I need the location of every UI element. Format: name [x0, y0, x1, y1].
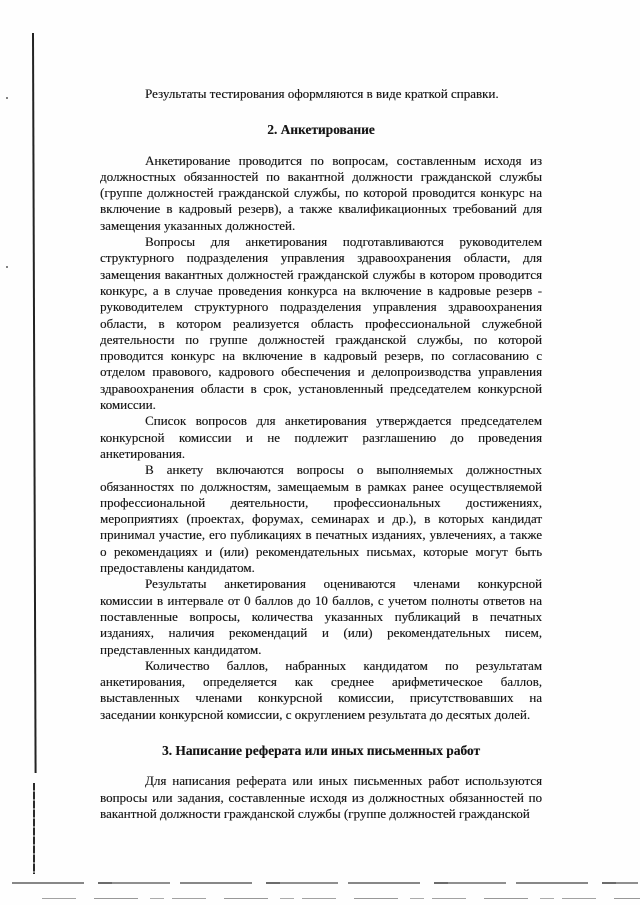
text-line: (группе должностей гражданской службы, по которой проводится конкурс на [100, 185, 542, 201]
text-line: анкетирования. [100, 445, 186, 461]
text-line: В анкету включаются вопросы о выполняемых должностных [145, 462, 542, 478]
text-line: о рекомендациях и (или) рекомендательных письмах, которые могут быть [100, 543, 542, 559]
text-line: мероприятиях (проектах, форумах, семинарах и др.), в которых кандидат [100, 511, 542, 527]
text-line: области, в котором реализуется область профессиональной служебной [100, 315, 542, 331]
text-line: изданиях, наличия рекомендаций и (или) рекомендательных писем, [100, 625, 542, 641]
text-line: выставленных членами конкурсной комиссии, присутствовавших на [100, 690, 542, 706]
text-line: профессиональной деятельности, профессиональных достижениях, [100, 494, 542, 510]
text-line: вопросы или задания, составленные исходя из должностных обязанностей по [100, 789, 542, 805]
scan-edge-line-2 [42, 898, 640, 899]
section-heading-3: 3. Написание реферата или иных письменных работ [161, 742, 481, 758]
text-line: Результаты тестирования оформляются в виде краткой справки. [145, 86, 499, 101]
text-line: комиссии в интервале от 0 баллов до 10 баллов, с учетом полноты ответов на [100, 592, 542, 608]
text-line: конкурс, а в случае проведения конкурса на включение в кадровые резерв - [100, 282, 542, 298]
para-essay-basis [100, 773, 542, 822]
section-heading-2: 2. Анкетирование [267, 122, 375, 138]
text-line: Количество баллов, набранных кандидатом по результатам [145, 657, 542, 673]
text-line: должностных обязанностей по вакантной должности гражданской службы [100, 168, 542, 184]
text-line: проводится конкурс на включение в кадровый резерв, по согласованию с [100, 348, 542, 364]
scan-fold-line-lower [33, 783, 35, 874]
text-line: обязанностях по должностям, замещаемым в рамках ранее осуществляемой [100, 478, 542, 494]
para-question-list-approval [100, 413, 542, 462]
text-line: деятельности по группе должностей гражданской службы, по которой [100, 331, 542, 347]
text-line: Результаты анкетирования оцениваются членами конкурсной [145, 576, 542, 592]
scan-speck [6, 97, 8, 99]
text-line: комиссии. [100, 397, 156, 413]
text-line: представленных кандидатом. [100, 641, 262, 657]
text-line: предоставлены кандидатом. [100, 560, 255, 576]
text-line: анкетирования, определяется как среднее арифметическое баллов, [100, 674, 542, 690]
text-line: включение в кадровый резерв), а также квалификационных требований для [100, 201, 542, 217]
text-line: замещения вакантных должностей гражданской службы в котором проводится [100, 266, 542, 282]
scan-edge-line-1 [12, 882, 638, 884]
para-questionnaire-contents [100, 462, 542, 576]
scan-speck [6, 266, 8, 268]
text-line: отделом правового, кадрового обеспечения и делопроизводства управления [100, 364, 542, 380]
text-line: принимал участие, его публикациях в печатных изданиях, увлечениях, а также [100, 527, 542, 543]
text-line: заседании конкурсной комиссии, с округлением результата до десятых долей. [100, 706, 531, 722]
text-line: здравоохранения области в срок, установленный председателем конкурсной [100, 380, 542, 396]
text-line: руководителем структурного подразделения управления здравоохранения [100, 299, 542, 315]
text-line: поставленные вопросы, количества указанных публикаций в печатных [100, 608, 542, 624]
text-line: Анкетирование проводится по вопросам, составленным исходя из [145, 152, 542, 168]
scan-fold-line-upper [32, 33, 37, 773]
para-results-scoring [100, 576, 542, 657]
text-line: конкурсной комиссии и не подлежит разглашению до проведения [100, 429, 542, 445]
para-test-results [100, 86, 542, 102]
text-line: Для написания реферата или иных письменных работ используются [145, 773, 542, 789]
para-questions-prepared-by [100, 234, 542, 413]
text-line: структурного подразделения управления здравоохранения области, для [100, 250, 542, 266]
text-line: Список вопросов для анкетирования утверждается председателем [145, 413, 542, 429]
text-line: Вопросы для анкетирования подготавливаются руководителем [145, 234, 542, 250]
text-line: замещения указанных должностей. [100, 217, 296, 233]
document-content [100, 86, 542, 822]
para-score-averaging [100, 658, 542, 723]
text-line: вакантной должности гражданской службы (группе должностей гражданской [100, 805, 530, 821]
para-questionnaire-basis [100, 153, 542, 234]
